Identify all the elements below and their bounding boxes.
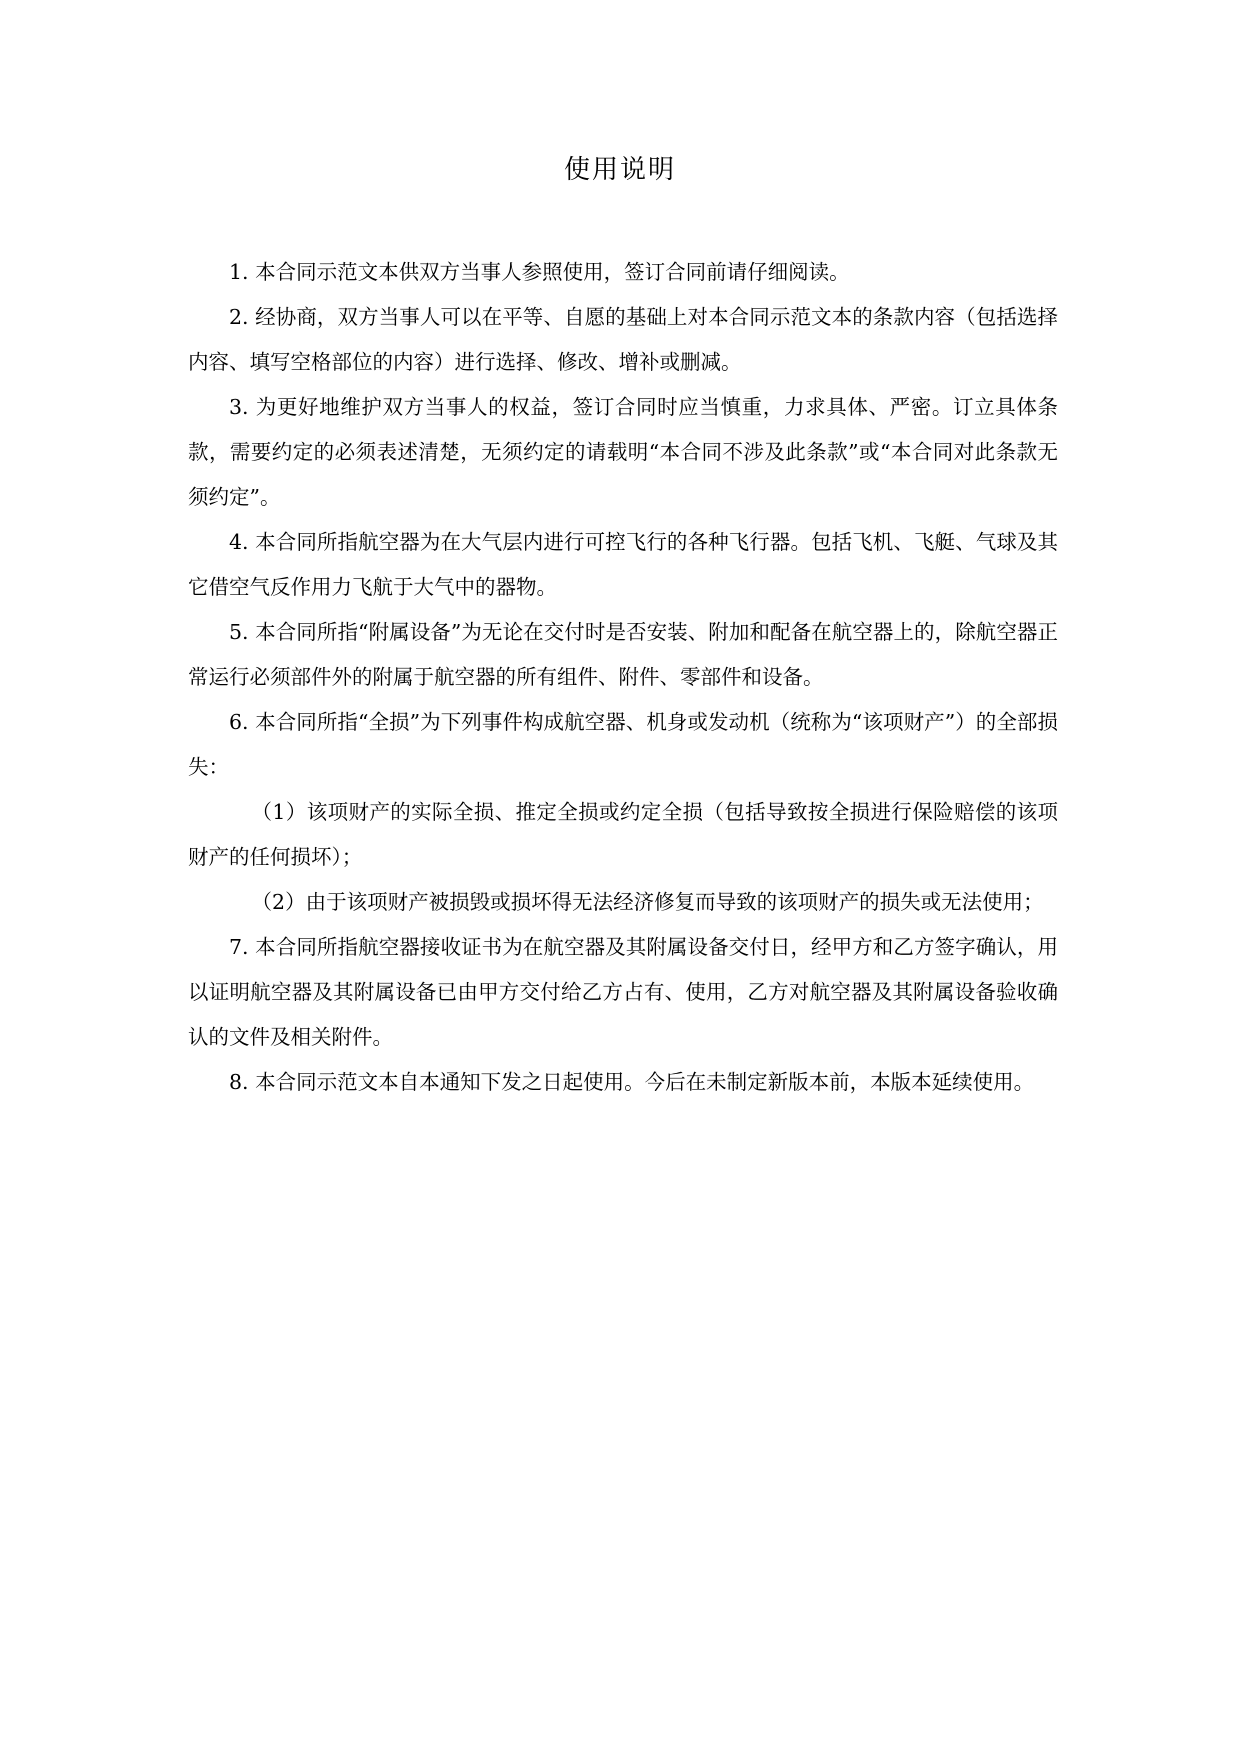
instructions-body [188, 250, 1058, 1105]
instruction-paragraph: 7. 本合同所指航空器接收证书为在航空器及其附属设备交付日，经甲方和乙方签字确认，用以证明航空器及其附属设备已由甲方交付给乙方占有、使用，乙方对航空器及其附属设备验收确认的文件及相关附件。 [188, 935, 1058, 1049]
page-title: 使用说明 [563, 155, 676, 185]
instruction-paragraph: 6. 本合同所指“全损”为下列事件构成航空器、机身或发动机（统称为“该项财产”）的全部损失： [188, 710, 1058, 779]
instruction-paragraph: 2. 经协商，双方当事人可以在平等、自愿的基础上对本合同示范文本的条款内容（包括选择内容、填写空格部位的内容）进行选择、修改、增补或删减。 [188, 305, 1058, 374]
instruction-paragraph: 4. 本合同所指航空器为在大气层内进行可控飞行的各种飞行器。包括飞机、飞艇、气球及其它借空气反作用力飞航于大气中的器物。 [188, 530, 1058, 599]
instruction-paragraph: 1. 本合同示范文本供双方当事人参照使用，签订合同前请仔细阅读。 [229, 260, 850, 284]
instruction-subparagraph: （2）由于该项财产被损毁或损坏得无法经济修复而导致的该项财产的损失或无法使用； [251, 890, 1044, 914]
instruction-paragraph: 3. 为更好地维护双方当事人的权益，签订合同时应当慎重，力求具体、严密。订立具体条款，需要约定的必须表述清楚，无须约定的请载明“本合同不涉及此条款”或“本合同对此条款无须约定”。 [188, 395, 1058, 509]
instruction-subparagraph: （1）该项财产的实际全损、推定全损或约定全损（包括导致按全损进行保险赔偿的该项财产的任何损坏）； [188, 800, 1058, 869]
instruction-paragraph: 8. 本合同示范文本自本通知下发之日起使用。今后在未制定新版本前，本版本延续使用。 [229, 1070, 1035, 1094]
instruction-paragraph: 5. 本合同所指“附属设备”为无论在交付时是否安装、附加和配备在航空器上的，除航空器正常运行必须部件外的附属于航空器的所有组件、附件、零部件和设备。 [188, 620, 1058, 689]
